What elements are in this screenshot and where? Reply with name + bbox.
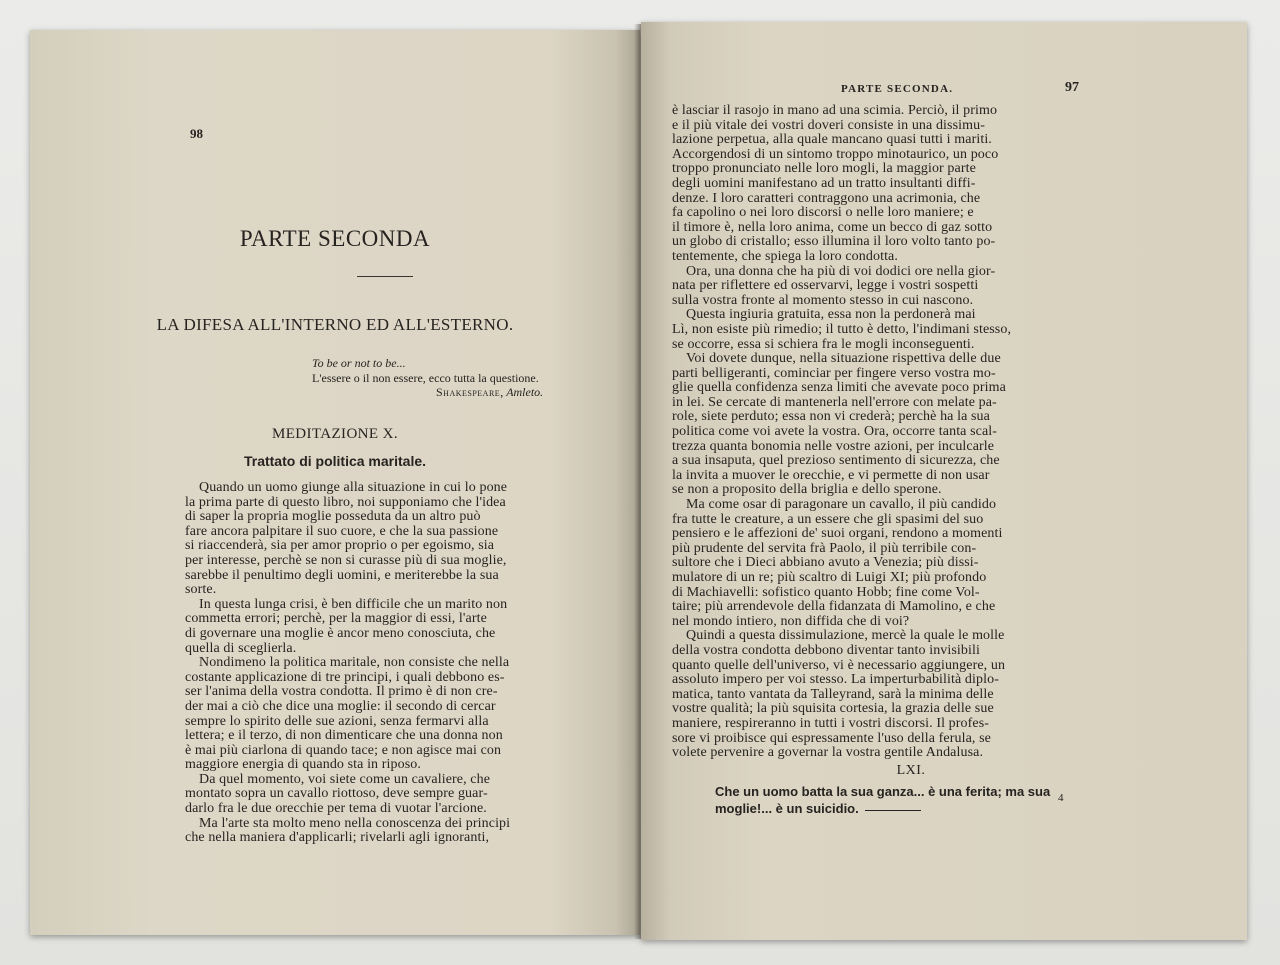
part-title: PARTE SECONDA (239, 226, 431, 251)
text-line: di governare una moglie è ancor meno conosciuta, che (185, 625, 496, 641)
text-line: trezza quanta bonomia nelle vostre azioni, per inculcarle (672, 438, 995, 454)
left-page-number: 98 (190, 126, 203, 141)
text-line: fa capolino o nei loro discorsi o nelle loro maniere; e (672, 205, 974, 221)
text-line: nata per riflettere ed osservarvi, legge i vostri sospetti (672, 278, 979, 294)
text-line: si riaccenderà, sia per amor proprio o per egoismo, sia (185, 538, 495, 554)
text-line: quanto quelle dell'universo, vi è necessario aggiungere, un (672, 657, 1006, 673)
text-line: Da quel momento, voi siete come un cavaliere, che (199, 771, 491, 787)
text-line: fra tutte le creature, a un essere che gli spasimi del suo (672, 511, 984, 527)
closing-quote-line-1: Che un uomo batta la sua ganza... è una ferita; ma sua (715, 784, 1051, 799)
text-line: Ma l'arte sta molto meno nella conoscenza dei principi (199, 815, 511, 831)
text-line: assoluto impero per voi stesso. La imperturbabilità diplo- (672, 672, 999, 688)
epigraph-author: Shakespeare (436, 385, 501, 399)
right-page-number: 97 (1065, 80, 1079, 95)
text-line: quella di sceglierla. (185, 640, 297, 656)
text-line: è mai più ciarlona di quando tace; e non agisce mai con (185, 742, 502, 758)
text-line: il timore è, nella loro anima, come un becco di gaz sotto (672, 219, 993, 235)
text-line: costante applicazione di tre principi, i quali debbono es- (185, 669, 505, 685)
text-line: matica, tanto vantata da Talleyrand, sarà la minima delle (672, 686, 994, 702)
text-line: a sua insaputa, quel prezioso sentimento di sicurezza, che (672, 453, 1000, 469)
text-line: tentemente, che spiega la loro condotta. (672, 248, 898, 264)
text-line: più prudente del servita frà Paolo, il più terribile con- (672, 540, 977, 556)
text-line: in lei. Se cercate di mantenerla nell'errore con melate pa- (672, 394, 997, 410)
text-line: maggiore energia di quando sta in riposo. (185, 757, 421, 773)
text-line: vostre qualità; la più squisita cortesia, la grazia delle sue (672, 701, 994, 717)
text-line: se non a proposito della briglia e dello sperone. (672, 482, 942, 498)
text-line: è lasciar il rasojo in mano ad una scimia. Perciò, il primo (672, 103, 998, 118)
text-line: volete pervenire a governar la vostra gentile Andalusa. (672, 745, 984, 761)
epigraph (312, 356, 543, 400)
text-line: role, siete perduto; essa non vi crederà; perchè ha la sua (672, 409, 990, 425)
text-line: e il più vitale dei vostri doveri consiste in una dissimu- (672, 117, 985, 133)
right-body-text (672, 104, 1112, 761)
text-line: taire; più arrendevole della fidanzata di Mamolino, e che (672, 599, 996, 615)
epigraph-line-1: To be or not to be... (312, 356, 406, 370)
epigraph-line-2: L'essere o il non essere, ecco tutta la questione. (312, 370, 539, 385)
text-line: Nondimeno la politica maritale, non consiste che nella (199, 655, 510, 671)
text-line: Ora, una donna che ha più di voi dodici ore nella gior- (686, 263, 996, 279)
left-page (30, 30, 640, 935)
text-line: la prima parte di questo libro, noi supponiamo che l'idea (185, 494, 506, 510)
text-line: ser l'anima della vostra condotta. Il primo è di non cre- (185, 684, 498, 700)
epigraph-work: Amleto. (506, 385, 544, 399)
text-line: degli uomini manifestano ad un tratto insultanti diffi- (672, 175, 976, 191)
text-line: der mai a ciò che dice una moglie: il secondo di cercar (185, 698, 496, 714)
right-page (641, 22, 1247, 940)
text-line: sulla vostra fronte al momento stesso in cui nascono. (672, 292, 974, 308)
text-line: lazione perpetua, alla quale mancano quasi tutti i mariti. (672, 132, 992, 148)
text-line: per interesse, perchè se non si curasse più di sua moglie, (185, 552, 507, 568)
text-line: glie quella confidenza senza limiti che avevate poco prima (672, 380, 1006, 396)
text-line: sempre lo spirito delle sue azioni, senza fermarvi alla (185, 713, 489, 729)
text-line: pensiero e le affezioni de' suoi organi, rendono a momenti (672, 526, 1003, 542)
text-line: lettera; e il terzo, di non dimenticare che una donna non (185, 728, 503, 744)
text-line: sarebbe il penultimo degli uomini, e meriterebbe la sua (185, 567, 499, 583)
running-header: PARTE SECONDA. (841, 83, 954, 95)
text-line: sore vi proibisce qui espressamente l'uso della ferula, se (672, 730, 991, 746)
aphorism-number: LXI. (896, 763, 926, 778)
text-line: Questa ingiuria gratuita, essa non la perdonerà mai (686, 307, 976, 323)
text-line: montato sopra un cavallo riottoso, deve sempre guar- (185, 786, 488, 802)
closing-quote-line-2 (715, 800, 1135, 817)
left-body-text (185, 481, 605, 846)
text-line: Quindi a questa dissimulazione, mercè la quale le molle (686, 628, 1005, 644)
text-line: fare ancora palpitare il suo cuore, e che la sua passione (185, 523, 499, 539)
text-line: della vostra condotta debbono diventar tanto invisibili (672, 642, 980, 658)
text-line: troppo pronunciato nelle loro mogli, la maggior parte (672, 161, 976, 177)
text-line: sultore che i Dieci abbiano avuto a Venezia; più dissi- (672, 555, 979, 571)
text-line: Lì, non esiste più rimedio; il tutto è detto, l'indimani stesso, (672, 321, 1012, 337)
text-line: In questa lunga crisi, è ben difficile che un marito non (199, 596, 508, 612)
text-line: politica come voi avete la vostra. Ora, occorre tanta scal- (672, 424, 998, 440)
text-line: Accorgendosi di un sintomo troppo minotaurico, un poco (672, 146, 999, 162)
text-line: commetta errori; perchè, per la maggior di essi, l'arte (185, 611, 487, 627)
text-line: di Machiavelli: sofistico quanto Hobb; fine come Vol- (672, 584, 980, 600)
section-title: LA DIFESA ALL'INTERNO ED ALL'ESTERNO. (156, 315, 514, 334)
text-line: sorte. (185, 582, 217, 598)
text-line: che nella maniera d'applicarli; rivelarli agli ignoranti, (185, 830, 490, 846)
closing-quote (715, 783, 1135, 817)
text-line: maniere, respireranno in tutti i vostri discorsi. Il profes- (672, 715, 990, 731)
text-line: darlo fra le due orecchie per tema di vuotar l'arcione. (185, 801, 487, 817)
text-line: Voi dovete dunque, nella situazione rispettiva delle due (686, 351, 1001, 367)
closing-rule (865, 810, 921, 811)
title-rule (357, 276, 413, 277)
text-line: un globo di cristallo; esso illumina il loro volto tanto po- (672, 234, 996, 250)
text-line: mulatore di un re; più scaltro di Luigi XI; più profondo (672, 570, 987, 585)
text-line: Ma come osar di paragonare un cavallo, il più candido (686, 497, 997, 513)
text-line: nel mondo intiero, non diffida che di voi? (672, 613, 910, 629)
text-line: Quando un uomo giunge alla situazione in cui lo pone (199, 480, 508, 495)
treatise-title: Trattato di politica maritale. (243, 453, 427, 469)
text-line: parti belligeranti, cominciar per fingere verso vostra mo- (672, 365, 996, 381)
meditation-heading: MEDITAZIONE X. (271, 426, 399, 442)
text-line: se occorre, essa si schiera fra le mogli inconseguenti. (672, 336, 975, 352)
signature-mark: 4 (1058, 792, 1064, 804)
text-line: la invita a muover le orecchie, e vi permette di non usar (672, 467, 990, 483)
closing-quote-line-2-text: moglie!... è un suicidio. (715, 801, 859, 816)
text-line: di saper la propria moglie posseduta da un altro può (185, 509, 481, 525)
text-line: denze. I loro caratteri contraggono una acrimonia, che (672, 190, 981, 206)
epigraph-attribution: Shakespeare, Amleto. (436, 385, 544, 399)
